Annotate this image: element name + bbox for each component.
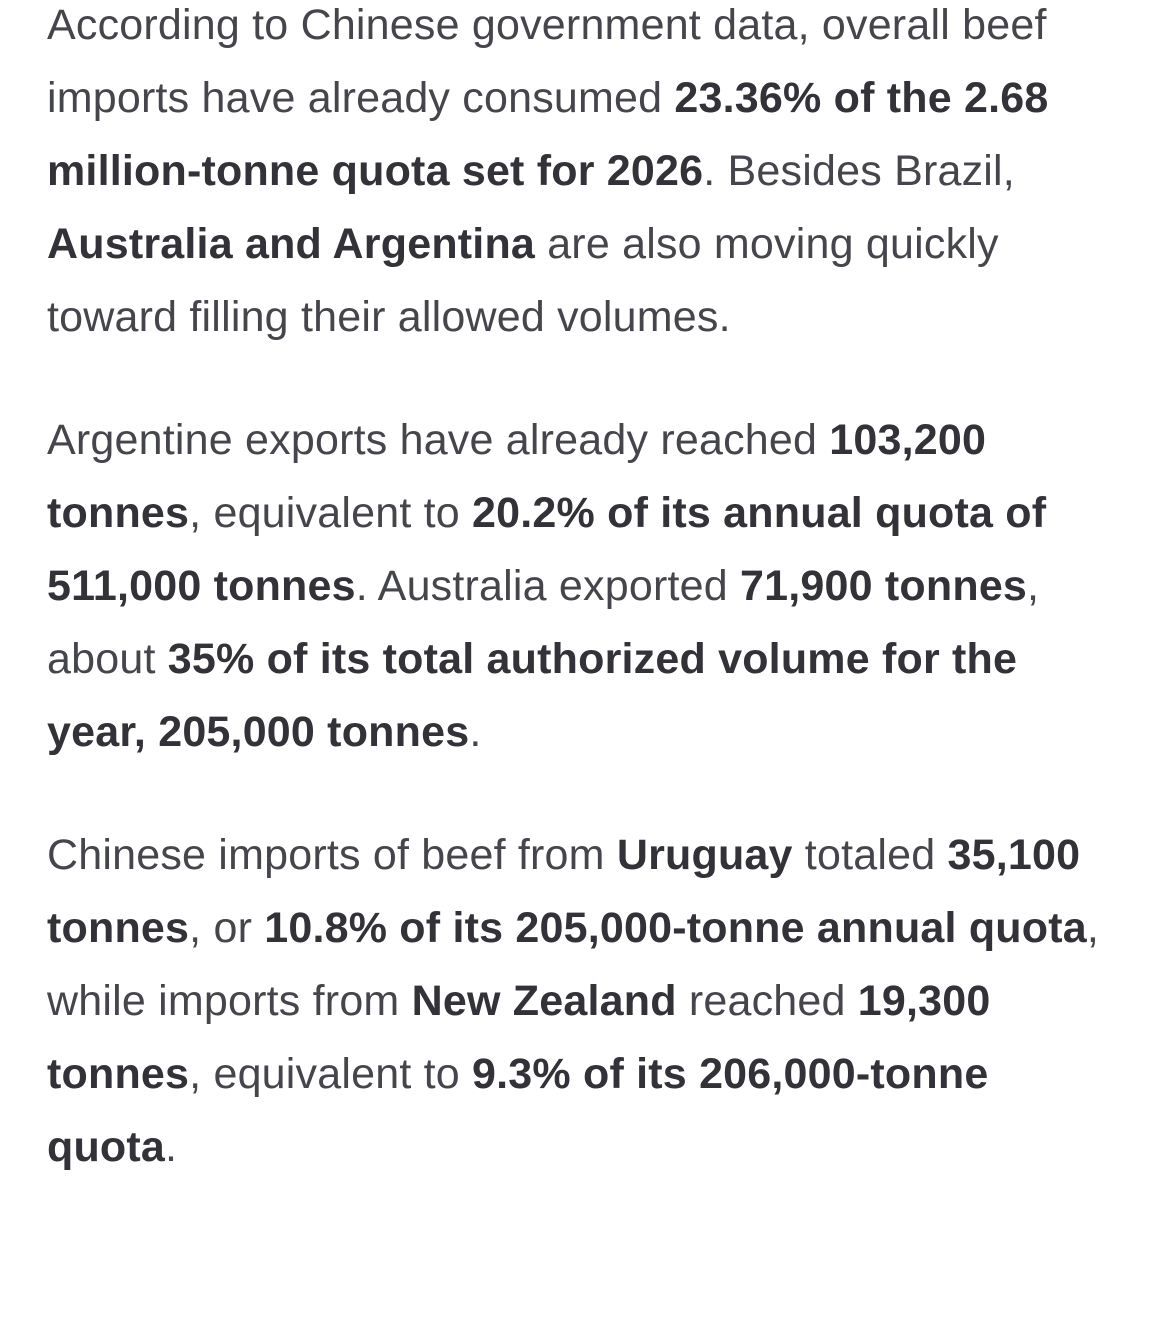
text-run: . Australia exported	[355, 562, 741, 610]
text-run: , or	[189, 904, 265, 952]
bold-text-run: 71,900 tonnes	[740, 562, 1028, 610]
text-run: , equivalent to	[189, 489, 473, 537]
bold-text-run: 35% of its total authorized volume for the year, 205,000 tonnes	[47, 635, 1018, 756]
text-run: are also moving quickly toward filling their allowed volumes.	[47, 220, 999, 341]
bold-text-run: 20.2% of its annual quota of 511,000 tonnes	[47, 489, 1047, 610]
text-run: .	[469, 708, 482, 756]
bold-text-run: Australia and Argentina	[47, 220, 536, 268]
text-run: reached	[676, 977, 858, 1025]
text-run: , equivalent to	[189, 1050, 473, 1098]
bold-text-run: 9.3% of its 206,000-tonne quota	[47, 1050, 989, 1171]
text-run: Argentine exports have already reached	[47, 416, 830, 464]
text-run: , while imports from	[47, 904, 1100, 1025]
bold-text-run: Uruguay	[616, 831, 793, 879]
bold-text-run: 23.36% of the 2.68 million-tonne quota set for 2026	[47, 74, 1049, 195]
text-run: Chinese imports of beef from	[47, 831, 617, 879]
bold-text-run: New Zealand	[411, 977, 677, 1025]
paragraph	[47, 0, 1124, 354]
paragraph	[47, 404, 1124, 769]
bold-text-run: 35,100 tonnes	[47, 831, 1081, 952]
bold-text-run: 103,200 tonnes	[47, 416, 987, 537]
bold-text-run: 10.8% of its 205,000-tonne annual quota	[264, 904, 1087, 952]
text-run: . Besides Brazil,	[703, 147, 1015, 195]
bold-text-run: 19,300 tonnes	[47, 977, 991, 1098]
text-run: According to Chinese government data, overall beef imports have already consumed	[47, 1, 1047, 122]
text-run: totaled	[792, 831, 948, 879]
paragraph	[47, 819, 1124, 1184]
text-run: , about	[47, 562, 1040, 683]
text-run: .	[165, 1123, 178, 1171]
